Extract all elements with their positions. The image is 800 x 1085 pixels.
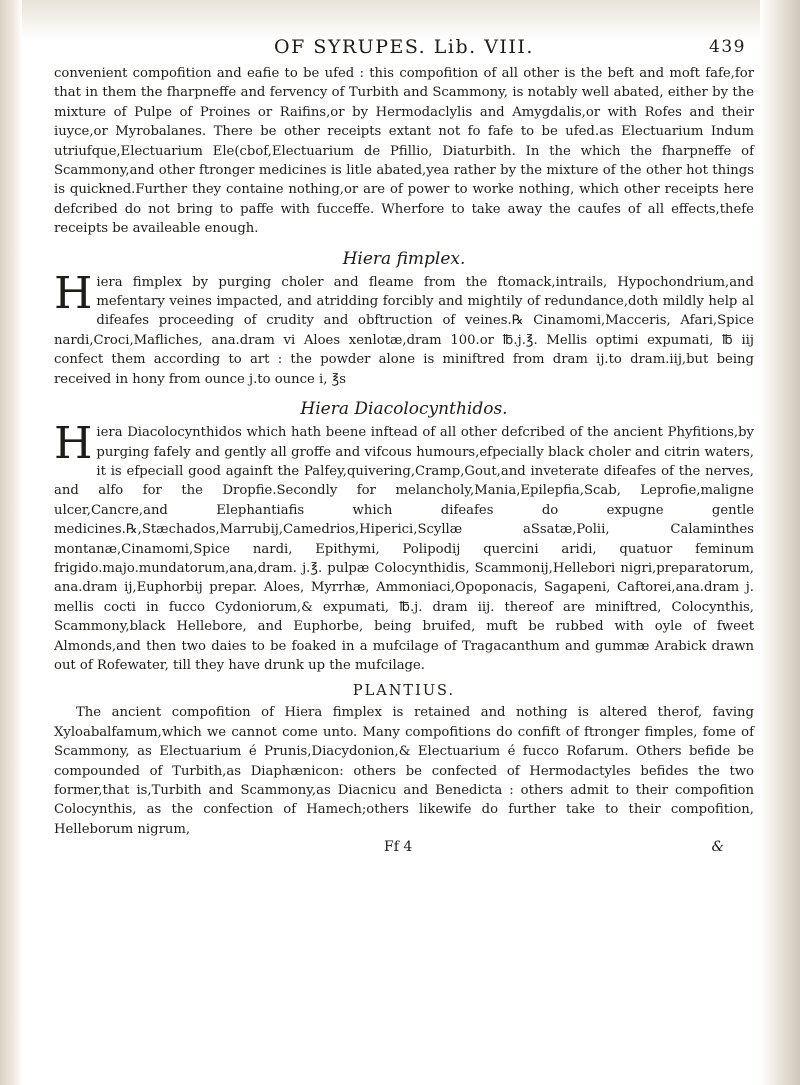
section-hiera-simplex	[54, 267, 754, 389]
scan-edge-right	[760, 0, 800, 1085]
dropcap-hiera-diacolocynthidos: H	[54, 418, 93, 470]
heading-hiera-diacolocynthidos: Hiera Diacolocynthidos.	[300, 399, 508, 420]
scan-edge-left	[0, 0, 22, 1085]
text-hiera-diacolocynthidos: iera Diacolocynthidos which hath beene inftead of all other defcribed of the ancient Phyfitions,by purging fafely and gently all groffe and vifcous humours,efpecially black choler and citrin waters, it is efpeciall good againft the Palfey,quivering,Cramp,Gout,and inveterate difeafes of the nerves, and alfo for the Dropfie.Secondly for melancholy,Mania,Epilepfia,Scab, Leprofie,maligne ulcer,Cancre,and Elephantiafis which difeafes do expugne gentle medicines.℞,Stæchados,Marrubij,Camedrios,Hiperici,Scyllæ aSsatæ,Polii, Calaminthes montanæ,Cinamomi,Spice nardi, Epithymi, Polipodij quercini aridi, quatuor feminum frigido.majo.mundatorum,ana,dram. j.℥. pulpæ Colocynthidis, Scammonij,Hellebori nigri,preparatorum, ana.dram ij,Euphorbij prepar. Aloes, Myrrhæ, Ammoniaci,Opoponacis, Sagapeni, Caftorei,ana.dram j. mellis cocti in fucco Cydoniorum,& expumati, ℔.j. dram iij. thereof are miniftred, Colocynthis, Scammony,black Hellebore, and Euphorbe, being bruifed, muft be rubbed with oyle of fweet Almonds,and then two daies to be foaked in a mufcilage of Tragacanthum and gummæ Arabick drawn out of Rofewater, till they have drunk up the mufcilage.	[54, 425, 754, 673]
text-hiera-simplex: iera fimplex by purging choler and fleame from the ftomack,intrails, Hypochondrium,and mefentary veines impacted, and atridding forcibly and mightily of redundance,doth mildly help al difeafes proceeding of crudity and obftruction of veines.℞ Cinamomi,Macceris, Afari,Spice nardi,Croci,Mafliches, ana.dram vi Aloes xenlotæ,dram 100.or ℔.j.℥. Mellis optimi expumati, ℔ iij confect them according to art : the powder alone is miniftred from dram ij.to dram.iij,but being received in hony from ounce j.to ounce i, ℥s	[54, 274, 754, 387]
page-number: 439	[709, 37, 746, 57]
signature-mark: Ff 4	[384, 839, 413, 856]
running-title: OF SYRUPES. Lib. VIII.	[274, 36, 534, 58]
paragraph-continuation: convenient compofition and eafie to be ufed : this compofition of all other is the beft and moft fafe,for that in them the fharpneffe and fervency of Turbith and Scammony, is notably well abated, either by the mixture of Pulpe of Proines or Raifins,or by Hermodaclylis and Amygdalis,or with Rofes and their iuyce,or Myrobalanes. There be other receipts extant not fo fafe to be ufed.as Electuarium Indum utriufque,Electuarium Ele(cbof,Electuarium de Pfillio, Diaturbith. In the which the fharpneffe of Scammony,and other ftronger medicines is litle abated,yea rather by the mixture of the other hot things is quickned.Further they containe nothing,or are of power to worke nothing, which other receipts here defcribed do not bring to paffe with fucceffe. Wherfore to take away the caufes of all effects,thefe receipts be availeable enough.	[54, 66, 754, 237]
catchline	[54, 839, 754, 859]
dropcap-hiera-simplex: H	[54, 267, 93, 319]
catchword: &	[711, 839, 724, 856]
section-plantius: The ancient compofition of Hiera fimplex is retained and nothing is altered therof, faving Xyloabalfamum,which we cannot come unto. Many compofitions do confift of ftronger fimples, fome of Scammony, as Electuarium é Prunis,Diacydonion,& Electuarium é fucco Rofarum. Others befide be compounded of Turbith,as Diaphænicon: others be confected of Hermodactyles befides the two former,that is,Turbith and Scammony,as Diacnicu and Benedicta : others admit to their compofition Colocynthis, as the confection of Hamech;others likewife do further take to their compofition, Helleborum nigrum,	[54, 705, 754, 837]
book-page	[54, 30, 754, 1070]
heading-hiera-simplex: Hiera fimplex.	[342, 248, 466, 269]
heading-plantius: PLANTIUS.	[352, 683, 456, 700]
section-hiera-diacolocynthidos	[54, 418, 754, 675]
running-head	[54, 30, 754, 64]
